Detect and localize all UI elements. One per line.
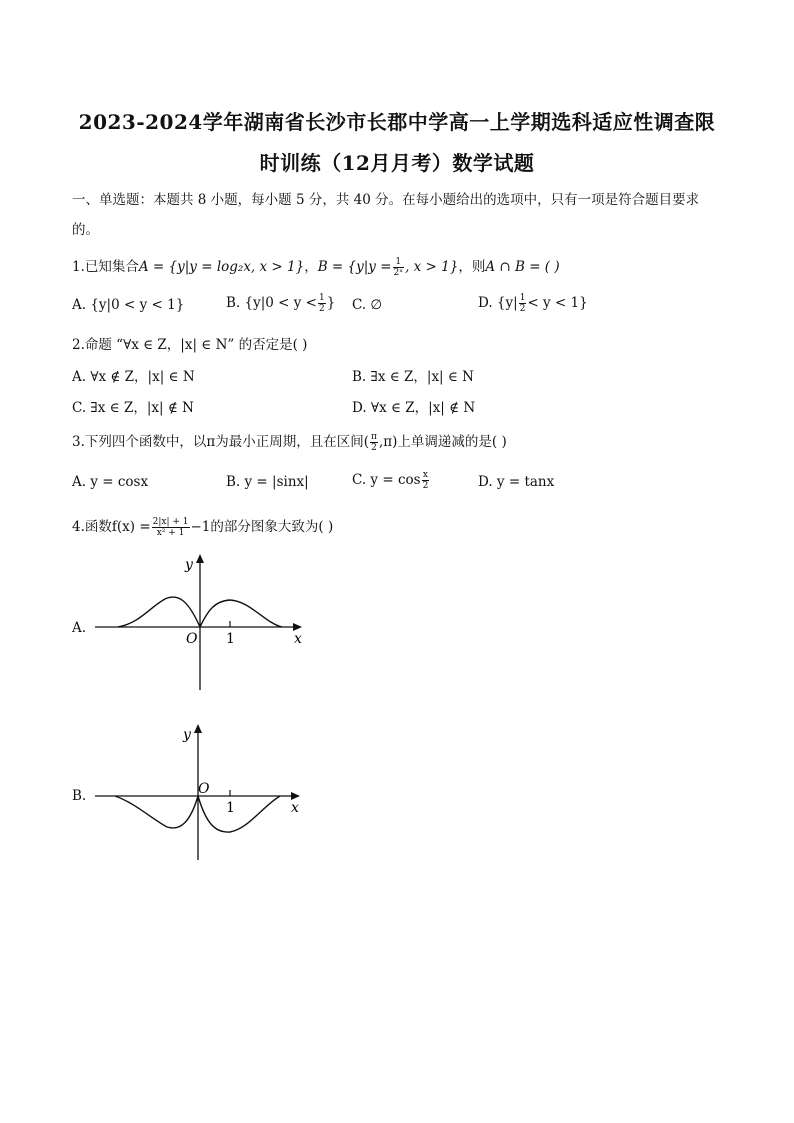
q1-option-d: D. {y| $\frac{1}{2}$ < y < 1} (478, 293, 588, 314)
graph-b-label: B. (72, 788, 87, 804)
question-3-stem: 3.下列四个函数中，以π为最小正周期，且在区间( $\frac{\pi}{2}$ ,π)上单调递减的是( ) (72, 432, 507, 453)
graph-a-y-arrow (196, 554, 204, 563)
graph-a (90, 545, 320, 695)
graph-b-y-arrow (194, 724, 202, 733)
q2-option-b: B. ∃x ∈ Z，|x| ∈ N (352, 369, 474, 385)
section-instructions-line2: 的。 (72, 222, 99, 238)
q2-option-c: C. ∃x ∈ Z，|x| ∉ N (72, 400, 194, 416)
graph-b (90, 715, 320, 865)
q3-fraction: $\frac{\pi}{2}$ (371, 432, 377, 453)
graph-b-origin-label: O (198, 781, 210, 797)
q1-sep: ， (304, 259, 318, 275)
graph-b-y-label: y (183, 727, 191, 743)
q1-option-b: B. {y|0 < y < $\frac{1}{2}$ } (226, 293, 336, 314)
q2-option-a: A. ∀x ∉ Z，|x| ∈ N (72, 369, 195, 385)
q1-set-a: A = {y|y = log₂x, x > 1} (138, 259, 305, 275)
graph-a-x-arrow (293, 623, 302, 631)
q2-option-d: D. ∀x ∈ Z，|x| ∉ N (352, 400, 476, 416)
q1-set-b-post: , x > 1} (405, 259, 459, 275)
q1-stem-a: 1.已知集合 (72, 259, 139, 275)
question-2-stem: 2.命题 “∀x ∈ Z，|x| ∈ N” 的否定是( ) (72, 337, 308, 353)
exam-title-line2: 时训练（12月月考）数学试题 (259, 151, 535, 175)
graph-a-origin-label: O (186, 631, 198, 647)
exam-title-line1: 2023-2024学年湖南省长沙市长郡中学高一上学期选科适应性调查限 (78, 110, 716, 134)
question-1-stem (72, 255, 560, 278)
graph-b-tick-label: 1 (226, 800, 235, 816)
graph-b-x-arrow (291, 792, 300, 800)
graph-a-label: A. (72, 620, 87, 636)
q1-set-b-pre: B = {y|y = (317, 259, 392, 275)
graph-a-x-label: x (294, 631, 302, 647)
graph-a-y-label: y (185, 557, 193, 573)
q1-intersect: A ∩ B = ( ) (485, 259, 560, 275)
graph-b-x-label: x (291, 800, 299, 816)
q3-option-d: D. y = tanx (478, 474, 555, 490)
q3-option-a: A. y = cosx (72, 474, 149, 490)
q1-option-a: A. {y|0 < y < 1} (72, 297, 185, 313)
section-instructions-line1: 一、单选题：本题共 8 小题，每小题 5 分，共 40 分。在每小题给出的选项中，只有一项是符合题目要求 (72, 192, 700, 208)
q1-stem-b: ，则 (458, 259, 486, 275)
q1-fraction: $\frac{1}{\text{2ˣ}}$ (393, 257, 404, 278)
graph-a-tick-label: 1 (226, 631, 235, 647)
question-4-stem: 4.函数f(x) = $\frac{2|x| + 1}{\text{x² + 1}}$ −1的部分图象大致为( ) (72, 517, 334, 538)
q1-option-c: C. ∅ (352, 297, 383, 313)
q3-option-b: B. y = |sinx| (226, 474, 309, 490)
q3-option-c: C. y = cos $\frac{x}{2}$ (352, 470, 429, 491)
q4-fraction: $\frac{2|x| + 1}{\text{x² + 1}}$ (152, 517, 189, 538)
